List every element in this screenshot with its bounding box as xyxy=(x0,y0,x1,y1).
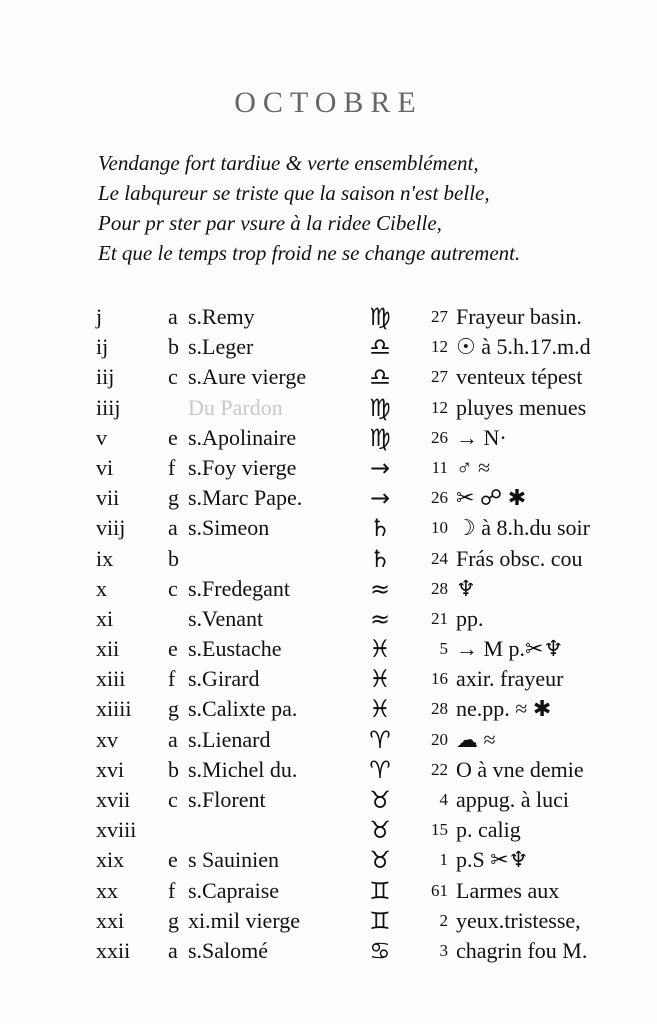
calendar-row xyxy=(0,544,657,574)
weather-note: chagrin fou M. xyxy=(456,937,588,963)
degree-value: 3 xyxy=(439,940,448,960)
weather-note: p. calig xyxy=(456,817,521,843)
calendar-row xyxy=(0,936,657,966)
dominical-letter: b xyxy=(168,756,179,782)
dominical-letter: c xyxy=(168,575,178,601)
weather-note: venteux tépest xyxy=(456,364,583,390)
saint-name: s.Michel du. xyxy=(188,756,298,782)
day-numeral: xiiii xyxy=(96,696,132,722)
zodiac-sign-icon: ♉ xyxy=(369,846,391,875)
verse-line: Pour pr ster par vsure à la ridee Cibelle, xyxy=(98,211,442,235)
zodiac-sign-icon: ♊ xyxy=(369,906,391,935)
calendar-table xyxy=(0,302,657,966)
degree-value: 28 xyxy=(431,578,448,598)
day-numeral: iij xyxy=(96,364,115,390)
dominical-letter: c xyxy=(168,787,178,812)
weather-note: → M p.✂♆ xyxy=(456,636,564,662)
zodiac-sign-icon: ♍ xyxy=(369,303,391,331)
dominical-letter: g xyxy=(168,485,179,511)
day-numeral: x xyxy=(96,575,107,601)
calendar-row xyxy=(0,362,657,392)
day-numeral: vi xyxy=(96,454,114,480)
day-numeral: ix xyxy=(96,545,114,571)
saint-name: s.Apolinaire xyxy=(188,424,297,450)
saint-name: s.Calixte pa. xyxy=(188,696,298,722)
zodiac-sign-icon: ≈ xyxy=(369,604,391,633)
day-numeral: ij xyxy=(96,334,109,360)
dominical-letter: c xyxy=(168,364,178,390)
day-numeral: xix xyxy=(96,847,125,873)
zodiac-sign-icon: ♓ xyxy=(369,695,391,724)
zodiac-sign-icon: ♈ xyxy=(369,725,391,754)
saint-name: s.Girard xyxy=(188,666,260,692)
weather-note: ☽ à 8.h.du soir xyxy=(456,515,590,541)
saint-name: s.Florent xyxy=(188,787,266,812)
zodiac-sign-icon: ♈ xyxy=(369,755,391,784)
zodiac-sign-icon: ≈ xyxy=(369,574,391,603)
verse-line: Vendange fort tardiue & verte ensemblément, xyxy=(98,151,479,175)
weather-note: ✂ ☍ ✱ xyxy=(456,485,527,511)
saint-name: s.Remy xyxy=(188,304,255,329)
degree-value: 27 xyxy=(431,307,448,326)
degree-value: 22 xyxy=(431,759,448,779)
zodiac-sign-icon: ♉ xyxy=(369,786,391,814)
saint-name: s.Aure vierge xyxy=(188,364,307,390)
calendar-row xyxy=(0,423,657,453)
saint-name: xi.mil vierge xyxy=(188,907,301,933)
degree-value: 21 xyxy=(431,608,448,628)
calendar-row xyxy=(0,574,657,604)
zodiac-sign-icon: ♓ xyxy=(369,635,391,664)
saint-name: s.Foy vierge xyxy=(188,454,297,480)
degree-value: 24 xyxy=(431,548,448,568)
degree-value: 11 xyxy=(431,457,448,477)
saint-name: s.Lienard xyxy=(188,726,271,752)
saint-name: s.Eustache xyxy=(188,636,282,662)
calendar-row xyxy=(0,664,657,694)
calendar-row xyxy=(0,393,657,423)
degree-value: 20 xyxy=(431,729,448,749)
dominical-letter: a xyxy=(168,937,178,963)
weather-note: → N· xyxy=(456,424,507,450)
degree-value: 15 xyxy=(431,820,448,840)
day-numeral: xx xyxy=(96,877,118,903)
weather-note: Larmes aux xyxy=(456,877,560,903)
saint-name: s.Marc Pape. xyxy=(188,485,303,511)
day-numeral: xviii xyxy=(96,817,137,843)
verse-line: Et que le temps trop froid ne se change autrement. xyxy=(98,241,521,265)
day-numeral: xii xyxy=(96,636,120,662)
calendar-row xyxy=(0,876,657,906)
dominical-letter: a xyxy=(168,304,178,329)
zodiac-sign-icon: ♋ xyxy=(369,936,391,965)
day-numeral: xi xyxy=(96,605,114,631)
dominical-letter: g xyxy=(168,696,179,722)
calendar-row xyxy=(0,845,657,875)
dominical-letter: a xyxy=(168,515,178,541)
zodiac-sign-icon: ♍ xyxy=(369,423,391,452)
zodiac-sign-icon: ♄ xyxy=(369,544,391,573)
day-numeral: xvii xyxy=(96,787,131,812)
zodiac-sign-icon: ♓ xyxy=(369,665,391,694)
dominical-letter: e xyxy=(168,847,178,873)
calendar-row xyxy=(0,332,657,362)
degree-value: 4 xyxy=(439,790,448,809)
calendar-row xyxy=(0,785,657,815)
degree-value: 2 xyxy=(439,910,448,930)
weather-note: pp. xyxy=(456,605,484,631)
calendar-row xyxy=(0,906,657,936)
degree-value: 5 xyxy=(439,639,448,659)
weather-note: Frayeur basin. xyxy=(456,304,582,329)
calendar-row xyxy=(0,513,657,543)
day-numeral: vii xyxy=(96,485,120,511)
day-numeral: j xyxy=(96,304,103,329)
degree-value: 26 xyxy=(431,488,448,508)
saint-name: s.Venant xyxy=(188,605,264,631)
weather-note: axir. frayeur xyxy=(456,666,564,692)
weather-note: O à vne demie xyxy=(456,756,584,782)
weather-note: ☉ à 5.h.17.m.d xyxy=(456,334,591,360)
weather-note: yeux.tristesse, xyxy=(456,907,581,933)
dominical-letter: g xyxy=(168,907,179,933)
calendar-row xyxy=(0,694,657,724)
zodiac-sign-icon: → xyxy=(369,453,391,482)
weather-note: ♆ xyxy=(456,575,476,601)
calendar-row xyxy=(0,483,657,513)
saint-name: Du Pardon xyxy=(188,394,283,420)
day-numeral: iiij xyxy=(96,394,121,420)
degree-value: 16 xyxy=(431,669,448,689)
zodiac-sign-icon: ♎ xyxy=(369,333,391,362)
dominical-letter: f xyxy=(168,877,176,903)
degree-value: 28 xyxy=(431,699,448,719)
verse-block xyxy=(98,148,638,268)
dominical-letter: e xyxy=(168,636,178,662)
calendar-row xyxy=(0,725,657,755)
day-numeral: xiii xyxy=(96,666,126,692)
dominical-letter: b xyxy=(168,545,179,571)
dominical-letter: f xyxy=(168,666,176,692)
calendar-row xyxy=(0,815,657,845)
degree-value: 1 xyxy=(439,850,448,870)
day-numeral: v xyxy=(96,424,107,450)
saint-name: s.Fredegant xyxy=(188,575,291,601)
month-title: OCTOBRE xyxy=(234,86,423,119)
weather-note: p.S ✂♆ xyxy=(456,847,529,873)
saint-name: s.Simeon xyxy=(188,515,270,541)
zodiac-sign-icon: ♍ xyxy=(369,393,391,422)
day-numeral: viij xyxy=(96,515,126,541)
dominical-letter: e xyxy=(168,424,178,450)
dominical-letter: b xyxy=(168,334,179,360)
dominical-letter: a xyxy=(168,726,178,752)
weather-note: Frás obsc. cou xyxy=(456,545,583,571)
day-numeral: xv xyxy=(96,726,118,752)
calendar-row xyxy=(0,453,657,483)
calendar-row xyxy=(0,755,657,785)
weather-note: appug. à luci xyxy=(456,787,570,812)
saint-name: s.Leger xyxy=(188,334,254,360)
degree-value: 27 xyxy=(431,367,448,387)
day-numeral: xxi xyxy=(96,907,125,933)
calendar-row xyxy=(0,604,657,634)
saint-name: s.Capraise xyxy=(188,877,280,903)
saint-name: s Sauinien xyxy=(188,847,280,873)
degree-value: 12 xyxy=(431,337,448,357)
calendar-row xyxy=(0,302,657,332)
zodiac-sign-icon: → xyxy=(369,484,391,513)
day-numeral: xvi xyxy=(96,756,125,782)
degree-value: 61 xyxy=(431,880,448,900)
degree-value: 26 xyxy=(431,427,448,447)
weather-note: ♂ ≈ xyxy=(456,454,491,480)
dominical-letter: f xyxy=(168,454,176,480)
weather-note: ☁ ≈ xyxy=(456,726,496,752)
zodiac-sign-icon: ♉ xyxy=(369,816,391,845)
zodiac-sign-icon: ♊ xyxy=(369,876,391,905)
verse-line: Le labqureur se triste que la saison n'est belle, xyxy=(98,181,490,205)
weather-note: ne.pp. ≈ ✱ xyxy=(456,696,552,722)
zodiac-sign-icon: ♎ xyxy=(369,363,391,392)
degree-value: 10 xyxy=(431,518,448,538)
weather-note: pluyes menues xyxy=(456,394,587,420)
degree-value: 12 xyxy=(431,397,448,417)
calendar-row xyxy=(0,634,657,664)
day-numeral: xxii xyxy=(96,937,131,963)
zodiac-sign-icon: ♄ xyxy=(369,514,391,543)
saint-name: s.Salomé xyxy=(188,937,269,963)
